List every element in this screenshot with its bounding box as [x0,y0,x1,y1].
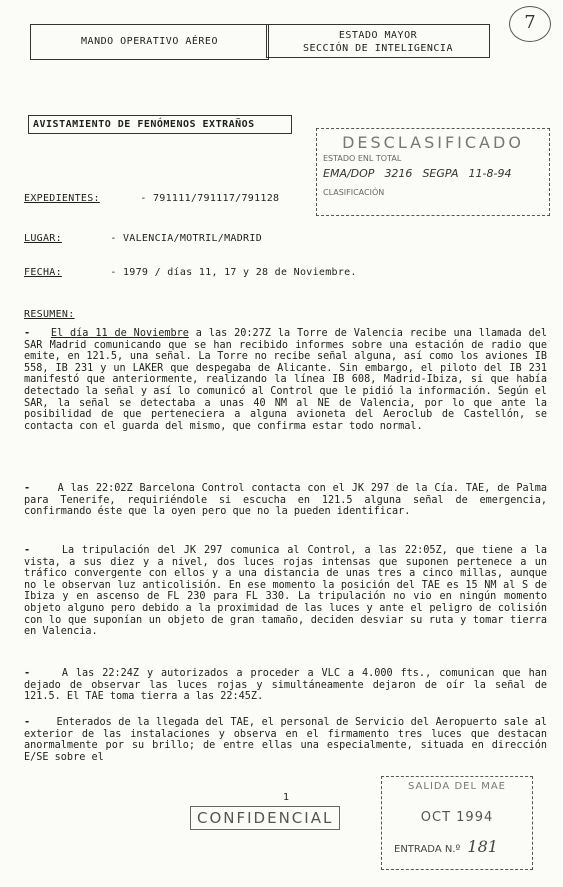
expedientes-label: EXPEDIENTES: [24,193,100,204]
registry-entry [394,837,532,856]
header-right-box [266,24,490,58]
declassified-stamp-row2 [323,167,549,180]
fecha-field [24,267,357,278]
fecha-value: - 1979 / días 11, 17 y 28 de Noviembre. [110,267,357,278]
stamp-date: 11-8-94 [468,167,512,180]
department-line2: SECCIÓN DE INTELIGENCIA [303,43,453,54]
declassified-stamp-title: DESCLASIFICADO [342,133,524,152]
handwritten-page-mark: 7 [509,6,551,42]
issuer-name: MANDO OPERATIVO AÉREO [81,36,218,47]
registry-entry-label: ENTRADA N.º [394,844,461,855]
stamp-office: EMA/DOP [323,167,375,180]
summary-paragraph-3: - La tripulación del JK 297 comunica al Control, a las 22:05Z, que tiene a la vista, a sus diez y a nivel, dos luces rojas intensas que suponen pertenece a un tráfico convergente con ellos y a una distancia de unas tres a cinco millas, aunque no le observan luz anticolisión. En ese momento la posición del TAE es 15 NM al S de Ibiza y en ascenso de FL 230 para FL 330. La tripulación no vio en ningún momento objeto alguno pero debido a la proximidad de las luces y ante el peligro de colisión con lo que suponían un objeto de gran tamaño, deciden desviar su ruta y tomar tierra en Valencia. [24,545,547,638]
declassified-stamp-row1: ESTADO ENL TOTAL [323,154,402,163]
registry-entry-number: 181 [467,837,498,856]
registry-stamp [381,776,533,870]
summary-paragraph-5: - Enterados de la llegada del TAE, el personal de Servicio del Aeropuerto sale al exterior de las instalaciones y observa en el firmamento tres luces que destacan anormalmente por su brillo; de entre ellas una especialmente, situada en dirección E/SE sobre el [24,717,547,763]
lugar-label: LUGAR: [24,233,62,244]
registry-stamp-line1: SALIDA DEL MAE [408,781,506,792]
header-left-box [30,24,269,60]
confidential-stamp: CONFIDENCIAL [190,806,340,830]
declassified-stamp [316,128,550,216]
summary-paragraph-1: - El día 11 de Noviembre a las 20:27Z la Torre de Valencia recibe una llamada del SAR Madrid comunicando que se han recibido informes sobre una estación de radio que emite, en 121.5, una señal. La Torre no recibe señal alguna, así como los aviones IB 558, IB 231 y un LAKER que despegaba de Alicante. Sin embargo, el piloto del IB 231 manifestó que anteriormente, realizando la línea IB 608, Madrid-Ibiza, si que había detectado la señal y así lo comunicó al Control que le pidió la información. Según el SAR, la señal se detectaba a unas 40 NM al NE de Valencia, por lo que ante la posibilidad de que perteneciera a alguna avioneta del Aeroclub de Castellón, se contacta con el guarda del mismo, que confirma estar todo normal. [24,328,547,432]
lugar-value: - VALENCIA/MOTRIL/MADRID [110,233,263,244]
fecha-label: FECHA: [24,267,62,278]
stamp-section: SEGPA [422,167,459,180]
department-line1: ESTADO MAYOR [338,30,418,41]
lugar-field [24,233,262,244]
summary-paragraph-4: - A las 22:24Z y autorizados a proceder a VLC a 4.000 fts., comunican que han dejado de observar las luces rojas y simultáneamente dejaron de oír la señal de 121.5. El TAE toma tierra a las 22:45Z. [24,668,547,703]
summary-paragraph-2: - A las 22:02Z Barcelona Control contacta con el JK 297 de la Cía. TAE, de Palma para Tenerife, requiriéndole si escucha en 121.5 alguna señal de emergencia, confirmando éste que la oyen pero que no la pueden identificar. [24,483,547,518]
page-number: 1 [283,792,290,803]
document-title: AVISTAMIENTO DE FENÓMENOS EXTRAÑOS [28,115,292,134]
resumen-heading: RESUMEN: [24,309,75,320]
declassified-stamp-row3: CLASIFICACIÓN [323,188,385,197]
expedientes-value: - 791111/791117/791128 [140,193,280,204]
expedientes-field [24,193,279,204]
registry-stamp-date: OCT 1994 [420,810,494,825]
stamp-number: 3216 [384,167,413,180]
